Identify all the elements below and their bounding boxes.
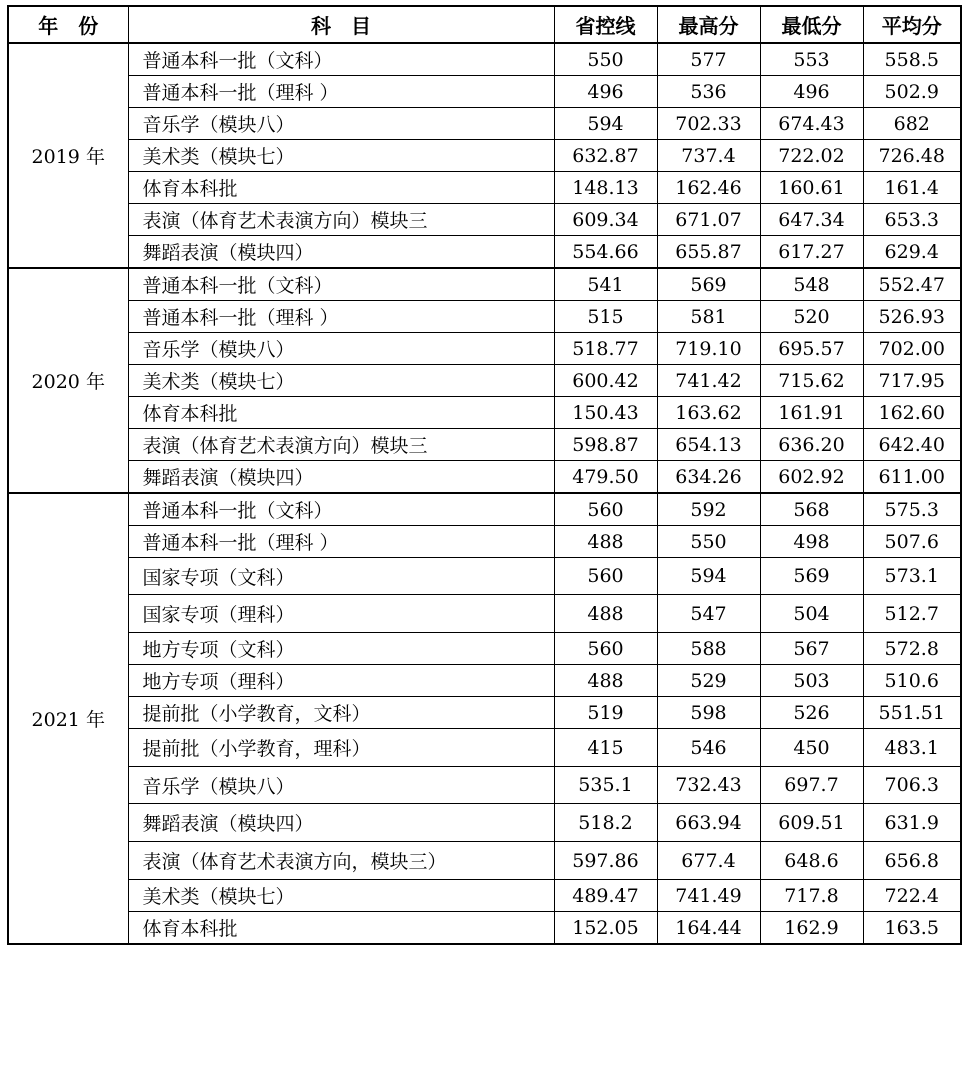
year-cell: 2020 年 xyxy=(8,268,128,493)
avg-score-cell: 682 xyxy=(863,108,961,140)
control-line-cell: 152.05 xyxy=(554,912,657,945)
min-score-cell: 161.91 xyxy=(760,397,863,429)
subject-cell: 国家专项（文科） xyxy=(128,558,554,595)
max-score-cell: 581 xyxy=(657,301,760,333)
table-row xyxy=(8,365,961,397)
table-row xyxy=(8,842,961,880)
control-line-cell: 415 xyxy=(554,729,657,767)
min-score-cell: 526 xyxy=(760,697,863,729)
max-score-cell: 663.94 xyxy=(657,804,760,842)
table-row xyxy=(8,268,961,301)
control-line-cell: 496 xyxy=(554,76,657,108)
control-line-cell: 535.1 xyxy=(554,767,657,804)
avg-score-cell: 726.48 xyxy=(863,140,961,172)
min-score-cell: 568 xyxy=(760,493,863,526)
control-line-cell: 609.34 xyxy=(554,204,657,236)
subject-cell: 普通本科一批（理科 ） xyxy=(128,301,554,333)
min-score-cell: 496 xyxy=(760,76,863,108)
control-line-cell: 489.47 xyxy=(554,880,657,912)
subject-cell: 音乐学（模块八） xyxy=(128,108,554,140)
subject-cell: 舞蹈表演（模块四） xyxy=(128,804,554,842)
avg-score-cell: 611.00 xyxy=(863,461,961,494)
table-row xyxy=(8,333,961,365)
min-score-cell: 162.9 xyxy=(760,912,863,945)
max-score-cell: 671.07 xyxy=(657,204,760,236)
min-score-cell: 567 xyxy=(760,633,863,665)
max-score-cell: 163.62 xyxy=(657,397,760,429)
table-row xyxy=(8,729,961,767)
header-avg: 平均分 xyxy=(863,6,961,43)
subject-cell: 舞蹈表演（模块四） xyxy=(128,461,554,494)
min-score-cell: 695.57 xyxy=(760,333,863,365)
header-subject: 科 目 xyxy=(128,6,554,43)
subject-cell: 普通本科一批（文科） xyxy=(128,43,554,76)
table-row xyxy=(8,140,961,172)
control-line-cell: 632.87 xyxy=(554,140,657,172)
max-score-cell: 737.4 xyxy=(657,140,760,172)
max-score-cell: 536 xyxy=(657,76,760,108)
control-line-cell: 518.77 xyxy=(554,333,657,365)
avg-score-cell: 483.1 xyxy=(863,729,961,767)
min-score-cell: 609.51 xyxy=(760,804,863,842)
min-score-cell: 617.27 xyxy=(760,236,863,269)
min-score-cell: 160.61 xyxy=(760,172,863,204)
control-line-cell: 518.2 xyxy=(554,804,657,842)
min-score-cell: 636.20 xyxy=(760,429,863,461)
avg-score-cell: 575.3 xyxy=(863,493,961,526)
min-score-cell: 717.8 xyxy=(760,880,863,912)
control-line-cell: 541 xyxy=(554,268,657,301)
control-line-cell: 479.50 xyxy=(554,461,657,494)
subject-cell: 舞蹈表演（模块四） xyxy=(128,236,554,269)
min-score-cell: 548 xyxy=(760,268,863,301)
subject-cell: 普通本科一批（理科 ） xyxy=(128,76,554,108)
control-line-cell: 560 xyxy=(554,633,657,665)
table-row xyxy=(8,880,961,912)
control-line-cell: 560 xyxy=(554,493,657,526)
subject-cell: 普通本科一批（理科 ） xyxy=(128,526,554,558)
table-row xyxy=(8,633,961,665)
max-score-cell: 719.10 xyxy=(657,333,760,365)
header-control-line: 省控线 xyxy=(554,6,657,43)
table-row xyxy=(8,108,961,140)
max-score-cell: 655.87 xyxy=(657,236,760,269)
subject-cell: 体育本科批 xyxy=(128,172,554,204)
subject-cell: 提前批（小学教育，理科） xyxy=(128,729,554,767)
control-line-cell: 488 xyxy=(554,526,657,558)
control-line-cell: 550 xyxy=(554,43,657,76)
max-score-cell: 164.44 xyxy=(657,912,760,945)
avg-score-cell: 552.47 xyxy=(863,268,961,301)
control-line-cell: 560 xyxy=(554,558,657,595)
min-score-cell: 498 xyxy=(760,526,863,558)
max-score-cell: 550 xyxy=(657,526,760,558)
subject-cell: 音乐学（模块八） xyxy=(128,767,554,804)
table-row xyxy=(8,558,961,595)
table-row xyxy=(8,493,961,526)
control-line-cell: 600.42 xyxy=(554,365,657,397)
avg-score-cell: 642.40 xyxy=(863,429,961,461)
table-row xyxy=(8,429,961,461)
avg-score-cell: 510.6 xyxy=(863,665,961,697)
control-line-cell: 594 xyxy=(554,108,657,140)
avg-score-cell: 706.3 xyxy=(863,767,961,804)
subject-cell: 地方专项（理科） xyxy=(128,665,554,697)
table-row xyxy=(8,43,961,76)
subject-cell: 表演（体育艺术表演方向，模块三） xyxy=(128,842,554,880)
header-min: 最低分 xyxy=(760,6,863,43)
max-score-cell: 592 xyxy=(657,493,760,526)
control-line-cell: 515 xyxy=(554,301,657,333)
max-score-cell: 702.33 xyxy=(657,108,760,140)
table-row xyxy=(8,236,961,269)
max-score-cell: 741.49 xyxy=(657,880,760,912)
control-line-cell: 554.66 xyxy=(554,236,657,269)
min-score-cell: 450 xyxy=(760,729,863,767)
control-line-cell: 598.87 xyxy=(554,429,657,461)
avg-score-cell: 507.6 xyxy=(863,526,961,558)
avg-score-cell: 502.9 xyxy=(863,76,961,108)
subject-cell: 地方专项（文科） xyxy=(128,633,554,665)
table-row xyxy=(8,526,961,558)
avg-score-cell: 551.51 xyxy=(863,697,961,729)
avg-score-cell: 572.8 xyxy=(863,633,961,665)
subject-cell: 音乐学（模块八） xyxy=(128,333,554,365)
subject-cell: 普通本科一批（文科） xyxy=(128,493,554,526)
avg-score-cell: 162.60 xyxy=(863,397,961,429)
year-group xyxy=(8,268,961,493)
table-row xyxy=(8,172,961,204)
control-line-cell: 148.13 xyxy=(554,172,657,204)
avg-score-cell: 558.5 xyxy=(863,43,961,76)
subject-cell: 美术类（模块七） xyxy=(128,365,554,397)
min-score-cell: 569 xyxy=(760,558,863,595)
subject-cell: 美术类（模块七） xyxy=(128,880,554,912)
min-score-cell: 504 xyxy=(760,595,863,633)
max-score-cell: 594 xyxy=(657,558,760,595)
max-score-cell: 741.42 xyxy=(657,365,760,397)
max-score-cell: 732.43 xyxy=(657,767,760,804)
max-score-cell: 577 xyxy=(657,43,760,76)
max-score-cell: 529 xyxy=(657,665,760,697)
table-header xyxy=(8,6,961,43)
subject-cell: 表演（体育艺术表演方向）模块三 xyxy=(128,204,554,236)
min-score-cell: 722.02 xyxy=(760,140,863,172)
table-row xyxy=(8,767,961,804)
score-table xyxy=(7,5,962,945)
avg-score-cell: 629.4 xyxy=(863,236,961,269)
avg-score-cell: 631.9 xyxy=(863,804,961,842)
subject-cell: 提前批（小学教育，文科） xyxy=(128,697,554,729)
control-line-cell: 519 xyxy=(554,697,657,729)
subject-cell: 表演（体育艺术表演方向）模块三 xyxy=(128,429,554,461)
min-score-cell: 715.62 xyxy=(760,365,863,397)
year-cell: 2021 年 xyxy=(8,493,128,944)
min-score-cell: 520 xyxy=(760,301,863,333)
min-score-cell: 553 xyxy=(760,43,863,76)
table-row xyxy=(8,912,961,945)
control-line-cell: 488 xyxy=(554,665,657,697)
table-row xyxy=(8,301,961,333)
max-score-cell: 598 xyxy=(657,697,760,729)
table-row xyxy=(8,665,961,697)
min-score-cell: 648.6 xyxy=(760,842,863,880)
year-group xyxy=(8,493,961,944)
subject-cell: 国家专项（理科） xyxy=(128,595,554,633)
max-score-cell: 547 xyxy=(657,595,760,633)
avg-score-cell: 722.4 xyxy=(863,880,961,912)
table-row xyxy=(8,804,961,842)
subject-cell: 普通本科一批（文科） xyxy=(128,268,554,301)
min-score-cell: 647.34 xyxy=(760,204,863,236)
header-max: 最高分 xyxy=(657,6,760,43)
max-score-cell: 569 xyxy=(657,268,760,301)
min-score-cell: 674.43 xyxy=(760,108,863,140)
avg-score-cell: 526.93 xyxy=(863,301,961,333)
subject-cell: 体育本科批 xyxy=(128,397,554,429)
max-score-cell: 677.4 xyxy=(657,842,760,880)
avg-score-cell: 717.95 xyxy=(863,365,961,397)
max-score-cell: 634.26 xyxy=(657,461,760,494)
subject-cell: 美术类（模块七） xyxy=(128,140,554,172)
max-score-cell: 162.46 xyxy=(657,172,760,204)
avg-score-cell: 161.4 xyxy=(863,172,961,204)
avg-score-cell: 656.8 xyxy=(863,842,961,880)
control-line-cell: 597.86 xyxy=(554,842,657,880)
max-score-cell: 546 xyxy=(657,729,760,767)
avg-score-cell: 573.1 xyxy=(863,558,961,595)
table-row xyxy=(8,461,961,494)
avg-score-cell: 163.5 xyxy=(863,912,961,945)
table-row xyxy=(8,697,961,729)
avg-score-cell: 702.00 xyxy=(863,333,961,365)
min-score-cell: 697.7 xyxy=(760,767,863,804)
avg-score-cell: 512.7 xyxy=(863,595,961,633)
avg-score-cell: 653.3 xyxy=(863,204,961,236)
min-score-cell: 503 xyxy=(760,665,863,697)
year-cell: 2019 年 xyxy=(8,43,128,268)
max-score-cell: 654.13 xyxy=(657,429,760,461)
max-score-cell: 588 xyxy=(657,633,760,665)
table-row xyxy=(8,76,961,108)
table-row xyxy=(8,595,961,633)
table-row xyxy=(8,204,961,236)
header-year: 年 份 xyxy=(8,6,128,43)
subject-cell: 体育本科批 xyxy=(128,912,554,945)
control-line-cell: 150.43 xyxy=(554,397,657,429)
year-group xyxy=(8,43,961,268)
table-row xyxy=(8,397,961,429)
control-line-cell: 488 xyxy=(554,595,657,633)
min-score-cell: 602.92 xyxy=(760,461,863,494)
